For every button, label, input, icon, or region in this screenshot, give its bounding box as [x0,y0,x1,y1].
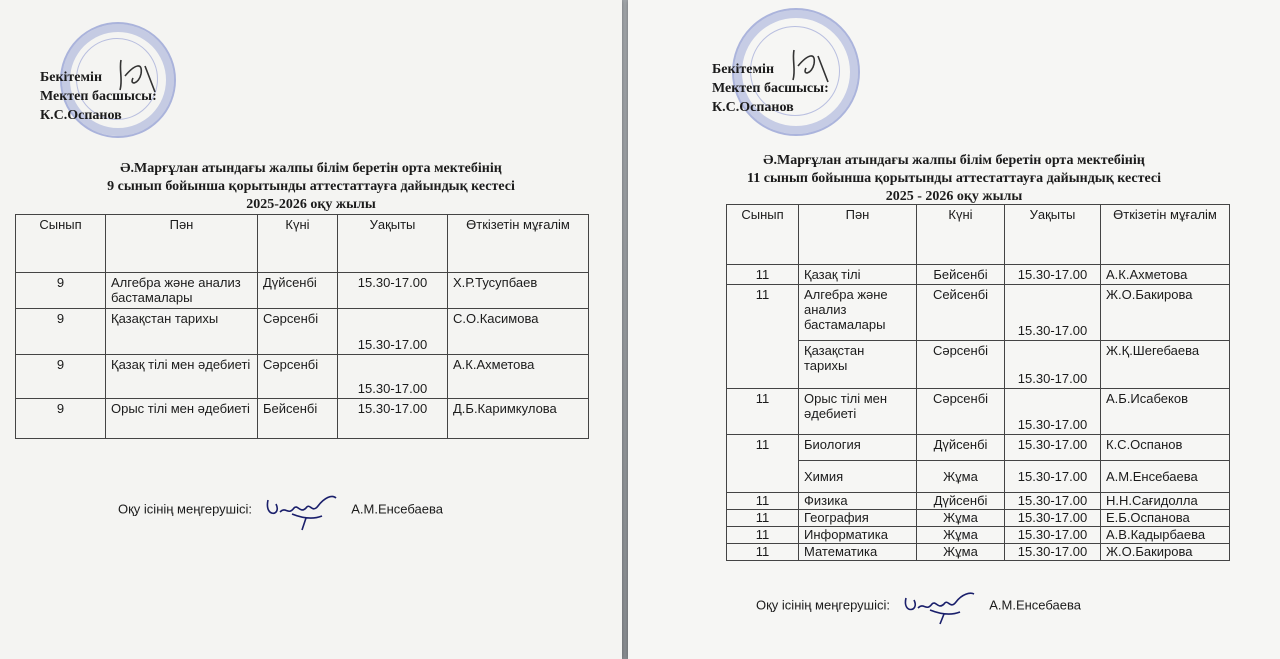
cell-teacher: Н.Н.Сағидолла [1101,493,1230,510]
title-line-2: 9 сынып бойынша қорытынды аттестаттауға дайындық кестесі [107,179,515,194]
cell-day: Бейсенбі [258,399,338,439]
approval-line-1: Бекітемін [712,62,775,77]
cell-teacher: А.М.Енсебаева [1101,461,1230,493]
cell-teacher: А.Б.Исабеков [1101,389,1230,435]
table-row [727,510,1230,527]
table-row [16,399,589,439]
footer-name: А.М.Енсебаева [989,597,1081,613]
table-row [727,544,1230,561]
cell-subject: Химия [799,461,917,493]
cell-subject: Орыс тілі мен әдебиеті [799,389,917,435]
cell-class: 11 [727,435,799,493]
cell-subject: Қазақ тілі мен әдебиеті [106,355,258,399]
cell-teacher: Е.Б.Оспанова [1101,510,1230,527]
title-line-3: 2025-2026 оқу жылы [246,197,376,212]
header-class: Сынып [727,205,799,265]
cell-day: Жұма [917,461,1005,493]
cell-class: 9 [16,273,106,309]
cell-class: 11 [727,265,799,285]
cell-time: 15.30-17.00 [1005,285,1101,341]
header-day: Күні [258,215,338,273]
cell-subject: Қазақстан тарихы [799,341,917,389]
cell-teacher: К.С.Оспанов [1101,435,1230,461]
cell-subject: Информатика [799,527,917,544]
cell-day: Жұма [917,544,1005,561]
header-teacher: Өткізетін мұғалім [448,215,589,273]
cell-teacher: Ж.Қ.Шегебаева [1101,341,1230,389]
footer-label: Оқу ісінің меңгерушісі: [118,501,252,517]
cell-subject: Математика [799,544,917,561]
table-row [16,273,589,309]
cell-time: 15.30-17.00 [1005,493,1101,510]
cell-time: 15.30-17.00 [1005,265,1101,285]
header-class: Сынып [16,215,106,273]
cell-day: Дүйсенбі [917,435,1005,461]
header-subject: Пән [106,215,258,273]
cell-day: Жұма [917,510,1005,527]
header-subject: Пән [799,205,917,265]
cell-day: Бейсенбі [917,265,1005,285]
cell-day: Сейсенбі [917,285,1005,341]
cell-teacher: Ж.О.Бакирова [1101,544,1230,561]
table-row [16,355,589,399]
signature-footer [756,586,1081,626]
document-title [628,152,1280,206]
cell-day: Дүйсенбі [258,273,338,309]
header-teacher: Өткізетін мұғалім [1101,205,1230,265]
table-row [727,461,1230,493]
cell-teacher: Д.Б.Каримкулова [448,399,589,439]
footer-label: Оқу ісінің меңгерушісі: [756,597,890,613]
cell-subject: Биология [799,435,917,461]
schedule-table [726,204,1230,561]
cell-subject: Қазақ тілі [799,265,917,285]
header-day: Күні [917,205,1005,265]
cell-teacher: А.К.Ахметова [1101,265,1230,285]
table-row [727,493,1230,510]
cell-time: 15.30-17.00 [1005,389,1101,435]
title-line-2: 11 сынып бойынша қорытынды аттестаттауға дайындық кестесі [747,171,1161,186]
approval-line-1: Бекітемін [40,70,103,85]
table-row [727,341,1230,389]
approval-line-3: К.С.Оспанов [712,100,794,115]
approval-line-2: Мектеп басшысы: [40,89,157,104]
head-teacher-signature-icon [262,488,342,532]
cell-teacher: Х.Р.Тусупбаев [448,273,589,309]
approval-line-2: Мектеп басшысы: [712,81,829,96]
schedule-table [15,214,589,439]
cell-day: Сәрсенбі [258,309,338,355]
document-title [0,160,622,214]
cell-time: 15.30-17.00 [1005,461,1101,493]
table-header-row [727,205,1230,265]
cell-time: 15.30-17.00 [338,273,448,309]
cell-day: Сәрсенбі [258,355,338,399]
cell-time: 15.30-17.00 [1005,435,1101,461]
schedule-sheet-grade-9 [0,0,622,659]
cell-time: 15.30-17.00 [338,399,448,439]
cell-time: 15.30-17.00 [1005,527,1101,544]
head-teacher-signature-icon [900,586,980,626]
table-header-row [16,215,589,273]
director-signature-icon [788,46,838,86]
schedule-sheet-grade-11 [628,0,1280,659]
table-row [727,435,1230,461]
cell-time: 15.30-17.00 [1005,544,1101,561]
table-row [727,285,1230,341]
cell-day: Жұма [917,527,1005,544]
cell-subject: Физика [799,493,917,510]
cell-time: 15.30-17.00 [1005,341,1101,389]
cell-teacher: Ж.О.Бакирова [1101,285,1230,341]
table-row [727,265,1230,285]
header-time: Уақыты [1005,205,1101,265]
cell-subject: Алгебра және анализ бастамалары [799,285,917,341]
cell-time: 15.30-17.00 [1005,510,1101,527]
cell-class: 11 [727,510,799,527]
cell-class: 11 [727,493,799,510]
cell-time: 15.30-17.00 [338,309,448,355]
cell-day: Сәрсенбі [917,389,1005,435]
table-row [727,527,1230,544]
cell-subject: Орыс тілі мен әдебиеті [106,399,258,439]
cell-time: 15.30-17.00 [338,355,448,399]
table-row [727,389,1230,435]
cell-class: 11 [727,389,799,435]
cell-class: 9 [16,355,106,399]
cell-day: Дүйсенбі [917,493,1005,510]
director-signature-icon [115,56,165,96]
cell-subject: Қазақстан тарихы [106,309,258,355]
signature-footer [118,488,443,532]
cell-class: 11 [727,544,799,561]
title-line-1: Ә.Марғұлан атындағы жалпы білім беретін орта мектебінің [120,161,502,176]
cell-day: Сәрсенбі [917,341,1005,389]
cell-class: 9 [16,309,106,355]
cell-class: 9 [16,399,106,439]
title-line-1: Ә.Марғұлан атындағы жалпы білім беретін орта мектебінің [763,153,1145,168]
title-line-3: 2025 - 2026 оқу жылы [885,189,1023,204]
cell-teacher: А.В.Кадырбаева [1101,527,1230,544]
cell-class: 11 [727,285,799,389]
cell-subject: География [799,510,917,527]
cell-class: 11 [727,527,799,544]
cell-subject: Алгебра және анализ бастамалары [106,273,258,309]
table-row [16,309,589,355]
footer-name: А.М.Енсебаева [351,501,443,517]
cell-teacher: С.О.Касимова [448,309,589,355]
header-time: Уақыты [338,215,448,273]
approval-line-3: К.С.Оспанов [40,108,122,123]
cell-teacher: А.К.Ахметова [448,355,589,399]
